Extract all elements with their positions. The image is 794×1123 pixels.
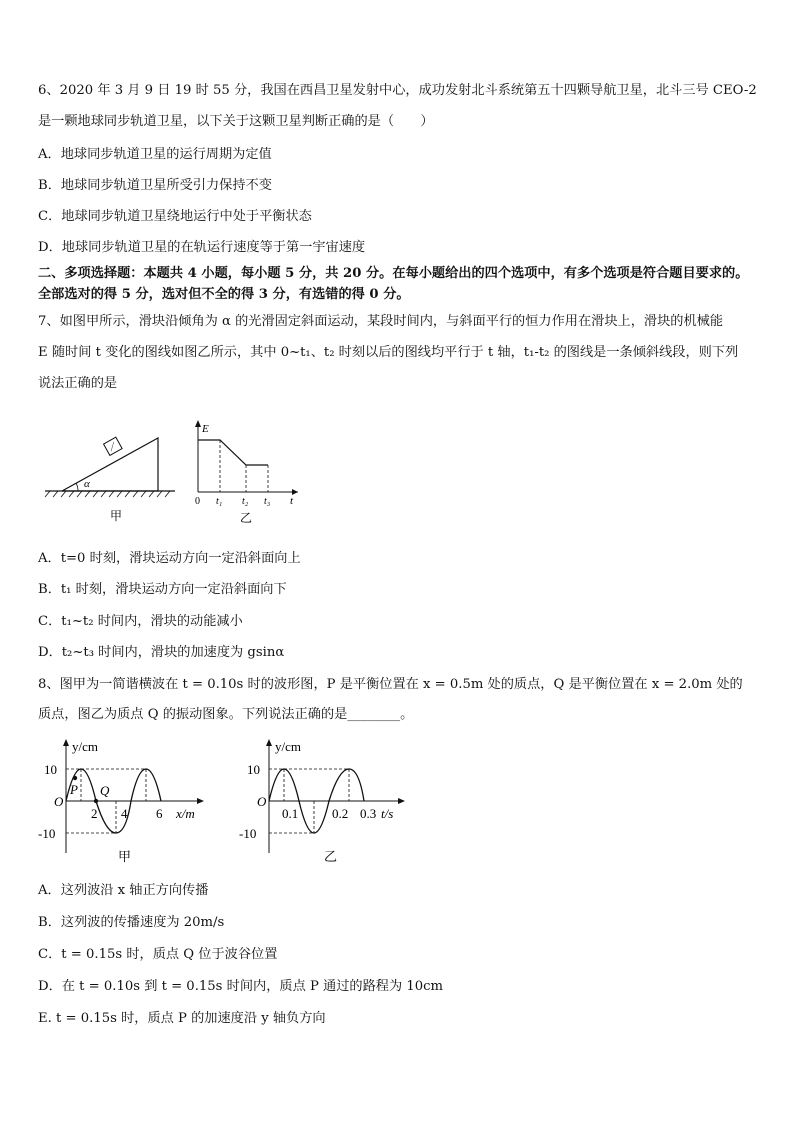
q8-left-origin: O [54, 794, 64, 809]
point-q-marker [94, 799, 98, 803]
q8-left-ytick-neg10: -10 [38, 826, 56, 841]
point-p-marker [73, 776, 77, 780]
q6-option-a: A．地球同步轨道卫星的运行周期为定值 [38, 147, 272, 162]
q7-stem-line1: 7、如图甲所示，滑块沿倾角为 α 的光滑固定斜面运动，某段时间内，与斜面平行的恒力作用在滑块上，滑块的机械能 [38, 314, 724, 329]
q7-option-a: A．t=0 时刻，滑块运动方向一定沿斜面向上 [38, 551, 301, 566]
section2-heading-line2: 全部选对的得 5 分，选对但不全的得 3 分，有选错的得 0 分。 [38, 287, 410, 302]
t-axis-label: t [290, 495, 294, 507]
section2-heading-line1: 二、多项选择题：本题共 4 小题，每小题 5 分，共 20 分。在每小题给出的四个选项中，有多个选项是符合题目要求的。 [38, 266, 749, 281]
q8-stem-line1: 8、图甲为一简谐横波在 t = 0.10s 时的波形图，P 是平衡位置在 x = 0.5m 处的质点，Q 是平衡位置在 x = 2.0m 处的 [38, 677, 743, 692]
q8-left-xtick-2: 2 [91, 806, 98, 821]
q8-right-xtick-03: 0.3 [360, 806, 377, 821]
tick-t2: t₂ [242, 496, 249, 507]
q8-option-e: E. t = 0.15s 时，质点 P 的加速度沿 y 轴负方向 [38, 1011, 326, 1026]
q8-left-xlabel: x/m [176, 806, 195, 821]
q6-option-b: B．地球同步轨道卫星所受引力保持不变 [38, 178, 272, 193]
q6-option-c: C．地球同步轨道卫星绕地运行中处于平衡状态 [38, 209, 312, 224]
q8-left-ylabel: y/cm [72, 739, 98, 754]
q7-option-d: D．t₂~t₃ 时间内，滑块的加速度为 gsinα [38, 645, 285, 660]
q8-left-ytick-10: 10 [44, 762, 57, 777]
tick-t3: t₃ [264, 496, 271, 507]
q8-right-xtick-02: 0.2 [332, 806, 349, 821]
q8-left-xtick-6: 6 [156, 806, 163, 821]
q8-right-xlabel: t/s [381, 806, 394, 821]
q7-option-b: B．t₁ 时刻，滑块运动方向一定沿斜面向下 [38, 582, 287, 597]
q7-stem-line3: 说法正确的是 [38, 376, 118, 391]
slider-block [104, 437, 123, 455]
point-p-label: P [70, 782, 78, 797]
q8-option-d: D．在 t = 0.10s 到 t = 0.15s 时间内，质点 P 通过的路程为 10cm [38, 979, 443, 994]
point-q-label: Q [100, 783, 110, 798]
q8-left-xtick-4: 4 [121, 806, 128, 821]
q8-stem-line2: 质点，图乙为质点 Q 的振动图象。下列说法正确的是________。 [38, 707, 414, 722]
q8-right-caption: 乙 [324, 849, 338, 864]
q7-stem-line2: E 随时间 t 变化的图线如图乙所示，其中 0~t₁、t₂ 时刻以后的图线均平行于 t 轴，t₁-t₂ 的图线是一条倾斜线段，则下列 [38, 345, 739, 360]
q8-right-ylabel: y/cm [275, 739, 301, 754]
q8-option-b: B．这列波的传播速度为 20m/s [38, 915, 225, 930]
q8-right-ytick-neg10: -10 [239, 826, 257, 841]
q7-incline-figure [40, 420, 180, 530]
energy-line [198, 440, 268, 465]
q6-stem-line1: 6、2020 年 3 月 9 日 19 时 55 分，我国在西昌卫星发射中心，成功发射北斗系统第五十四颗导航卫星，北斗三号 CEO-2 [38, 83, 757, 98]
angle-label: α [84, 478, 90, 490]
q8-option-a: A．这列波沿 x 轴正方向传播 [38, 883, 209, 898]
q6-option-d: D．地球同步轨道卫星的在轨运行速度等于第一宇宙速度 [38, 240, 366, 255]
q7-option-c: C．t₁~t₂ 时间内，滑块的动能减小 [38, 614, 243, 629]
q8-right-origin: O [257, 794, 267, 809]
q7-fig-right-caption: 乙 [240, 511, 253, 525]
q6-stem-line2: 是一颗地球同步轨道卫星，以下关于这颗卫星判断正确的是（ ） [38, 114, 434, 129]
q7-energy-graph [190, 416, 310, 531]
tick-0: 0 [195, 496, 200, 507]
q8-right-ytick-10: 10 [247, 762, 260, 777]
q8-left-caption: 甲 [118, 849, 132, 864]
q8-right-xtick-01: 0.1 [282, 806, 299, 821]
q8-waveform-graph [36, 733, 216, 868]
q8-option-c: C．t = 0.15s 时，质点 Q 位于波谷位置 [38, 947, 278, 962]
tick-t1: t₁ [216, 496, 223, 507]
q8-vibration-graph [232, 733, 412, 868]
e-axis-label: E [202, 423, 209, 435]
q7-fig-left-caption: 甲 [110, 509, 123, 523]
